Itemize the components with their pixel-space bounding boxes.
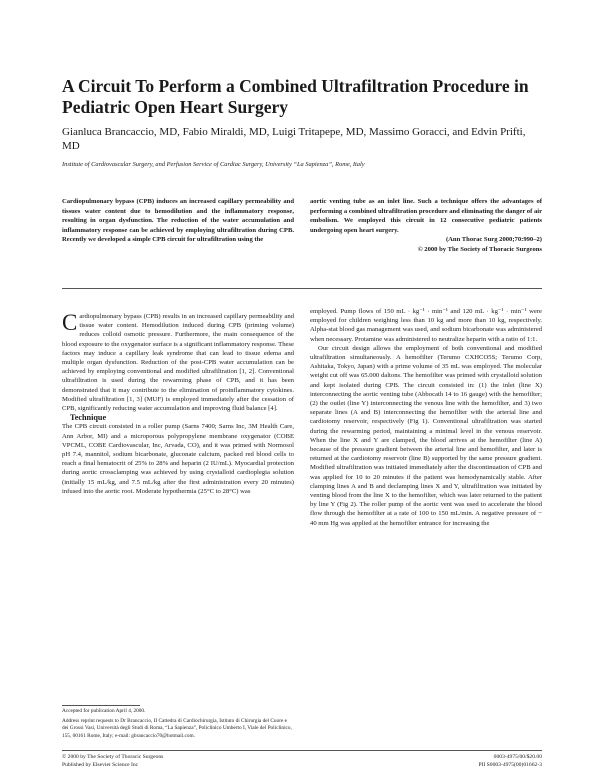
footnote-divider	[62, 705, 140, 706]
abstract-divider	[62, 288, 542, 289]
abstract-left-column	[62, 197, 294, 245]
author-list: Gianluca Brancaccio, MD, Fabio Miraldi, MD, Luigi Tritapepe, MD, Massimo Goracci, and Edvin Prifti, MD	[62, 126, 526, 152]
abstract-copyright: © 2000 by The Society of Thoracic Surgeons	[417, 245, 542, 253]
affiliation: Institute of Cardiovascular Surgery, and Perfusion Service of Cardiac Surgery, University “La Sapienza”, Rome, Italy	[62, 161, 365, 168]
footer-publisher: Published by Elsevier Science Inc	[62, 761, 139, 768]
footnote-accepted: Accepted for publication April 4, 2000.	[62, 708, 146, 714]
right-paragraph-2: Our circuit design allows the employment of both conventional and modified ultrafiltration simultaneously. A hemofilter (Terumo CXHCO5S; Terumo Corp, Ashitaka, Tokyo, Japan) with a prime volume of 35 mL was employed. The molecular weight cut off was 65.000 daltons. The hemofilter was primed with crystalloid solution and kept isolated during CPB. The circuit consisted in: (1) the inlet (line X) interconnecting the aortic venting tube (Abbocath 14 to 16 gauge) with the hemofilter; (2) the outlet (line Y) interconnecting the venous line with the hemofilter, and 3) two separate lines (A and B) interconnecting the hemofilter with the arterial line and cardiotomy reservoir, respectively (Fig 1). Conventional ultrafiltration was started during the rewarming period, maintaining a minimal level in the venous reservoir. When the line X and Y are clamped, the blood arrives at the hemofilter (line A) because of the pressure gradient between the arterial line and hemofilter, and later is returned at the cardiotomy reservoir (line B) supported by the same pressure gradient. Modified ultrafiltration was initiated immediately after the discontinuation of CPB and was applied for 10 to 20 minutes if the patient was hemodynamically stable. After clamping lines A and B and declamping lines X and Y, ultrafiltration was initiated by venting blood from the line X to the hemofilter, which was later returned to the patient by line Y (Fig 2). The roller pump of the aortic vent was used to accelerate the blood flow through the hemofilter at a rate of 100 to 150 mL/min. A negative pressure of − 40 mm Hg was applied at the hemofilter entrance for increasing the	[310, 344, 542, 527]
body-left-column	[62, 312, 294, 496]
abstract-right-column	[310, 197, 542, 255]
footer-pii: PII S0003-4975(00)01662-3	[478, 761, 542, 768]
footer-right	[478, 754, 542, 769]
intro-paragraph	[62, 312, 294, 413]
footer-issn: 0003-4975/00/$20.00	[493, 754, 542, 760]
journal-citation: (Ann Thorac Surg 2000;70:990–2)	[445, 236, 542, 244]
article-title: A Circuit To Perform a Combined Ultrafiltration Procedure in Pediatric Open Heart Surgery	[62, 76, 529, 117]
abstract-text-left: Cardiopulmonary bypass (CPB) induces an increased capillary permeability and tissues water content due to hemodilution and the inflammatory response, resulting in organ dysfunction. The reduction of the water accumulation and inflammatory response can be achieved by employing ultrafiltration during CPB. Recently we developed a simple CPB circuit for ultrafiltration using the	[62, 198, 294, 244]
right-paragraph-1: employed. Pump flows of 150 mL · kg⁻¹ · min⁻¹ and 120 mL · kg⁻¹ · min⁻¹ were employed for children weighing less than 10 kg and more than 10 kg, respectively. Alpha-stat blood gas management was used, and sodium bicarbonate was administered when necessary. Protamine was administered to neutralize heparin with a ratio of 1:1.	[310, 308, 542, 343]
footnote-reprints: Address reprint requests to Dr Brancaccio, II Cattedra di Cardiochirurgia, Istituto di Chirurgia del Cuore e dei Grossi Vasi, Università degli Studi di Roma, “La Sapienza”, Policlinico Umberto I, Viale del Policlinico, 155, 00161 Rome, Italy; e-mail: gbrancaccio70@hotmail.com.	[62, 718, 292, 739]
body-right-column	[310, 307, 542, 528]
technique-paragraph: The CPB circuit consisted in a roller pump (Sarns 7400; Sarns Inc, 3M Health Care, Ann Arbor, MI) and a microporous polypropylene membrane oxygenator (COBE VPCML, COBE Cardiovascular, Inc, Arvada, CO), and it was primed with Normosol pH 7.4, mannitol, sodium bicarbonate, gluconate calcium, packed red blood cells to reach a final hematocrit of 25% to 28% and heparin (2 IU/mL). Myocardial protection during aortic crossclamping was achieved by using crystalloid cardioplegia solution (initially 15 mL/kg, and 7.5 mL/kg after the first administration every 20 minutes) infused into the aortic root. Moderate hypothermia (25°C to 28°C) was	[62, 423, 294, 495]
footer-divider	[62, 750, 542, 751]
footer-copyright: © 2000 by The Society of Thoracic Surgeons	[62, 754, 164, 760]
abstract-text-right: aortic venting tube as an inlet line. Such a technique offers the advantages of performing a combined ultrafiltration procedure and eliminating the danger of air embolism. We employed this circuit in 12 consecutive pediatric patients undergoing open heart surgery.	[310, 198, 542, 234]
intro-text: ardiopulmonary bypass (CPB) results in an increased capillary permeability and tissue water content. Hemodilution induced during CPB (priming volume) reduces colloid osmotic pressure. Furthermore, the main consequence of the blood exposure to the oxygenator surface is a significant inflammatory response. These factors may induce a capillary leak syndrome that can lead to tissue edema and multiple organ dysfunction. Reduction of the post-CPB water accumulation can be achieved by employing conventional and modified ultrafiltration [1, 2]. Conventional ultrafiltration is used during the rewarming phase of CPB, and it has been demonstrated that it may contribute to the elimination of proinflammatory cytokines. Modified ultrafiltration [1, 3] (MUF) is employed immediately after the cessation of CPB, significantly reducing water accumulation and improving fluid balance [4].	[62, 313, 294, 413]
footer-left	[62, 754, 163, 769]
drop-cap: C	[62, 310, 78, 335]
section-heading-technique: Technique	[70, 413, 107, 423]
